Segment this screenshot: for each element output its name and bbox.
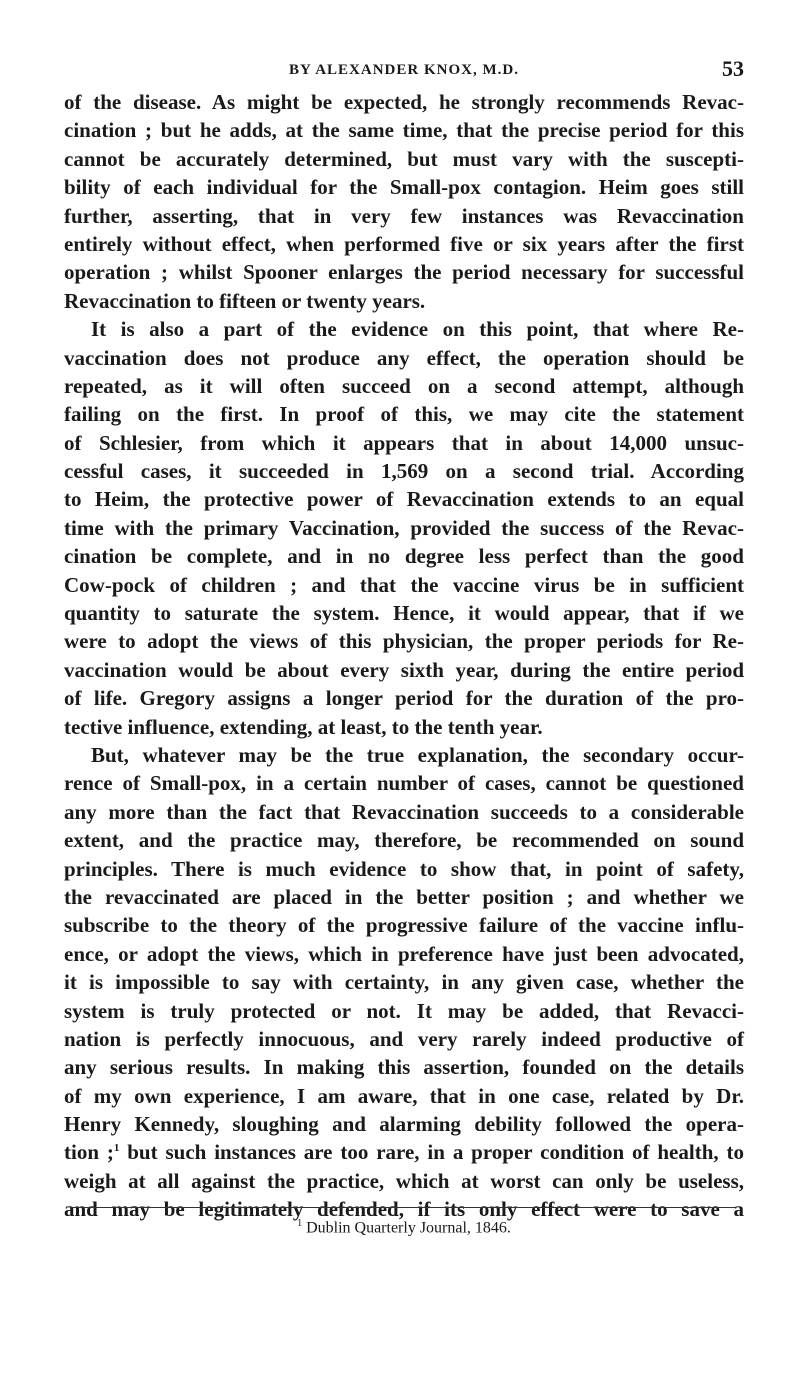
- text-line: quantity to saturate the system. Hence, it would appear, that if we: [64, 601, 744, 626]
- text-line: bility of each individual for the Small-pox contagion. Heim goes still: [64, 175, 744, 200]
- text-line: rence of Small-pox, in a certain number of cases, cannot be questioned: [64, 771, 744, 796]
- text-line: of Schlesier, from which it appears that in about 14,000 unsuc-: [64, 430, 744, 455]
- text-line: of life. Gregory assigns a longer period for the duration of the pro-: [64, 686, 744, 711]
- text-line-with-footnote: [64, 1138, 744, 1166]
- running-title: BY ALEXANDER KNOX, M.D.: [289, 62, 519, 78]
- text-line: failing on the first. In proof of this, we may cite the statement: [64, 402, 744, 427]
- text-line: vaccination would be about every sixth year, during the entire period: [64, 657, 744, 682]
- body-text: [64, 88, 744, 1224]
- text-line: Henry Kennedy, sloughing and alarming debility followed the opera-: [64, 1112, 744, 1137]
- text-line: It is also a part of the evidence on this point, that where Re-: [91, 317, 744, 342]
- text-line: it is impossible to say with certainty, in any given case, whether the: [64, 970, 744, 995]
- text-line: subscribe to the theory of the progressive failure of the vaccine influ-: [64, 913, 744, 938]
- text-line: were to adopt the views of this physician, the proper periods for Re-: [64, 629, 744, 654]
- text-fragment: tion ;: [64, 1140, 114, 1165]
- text-line: any serious results. In making this assertion, founded on the details: [64, 1055, 744, 1080]
- text-line: of the disease. As might be expected, he strongly recommends Revac-: [64, 90, 744, 114]
- text-line: time with the primary Vaccination, provided the success of the Revac-: [64, 515, 744, 540]
- text-line: to Heim, the protective power of Revaccination extends to an equal: [64, 487, 744, 512]
- text-line: principles. There is much evidence to show that, in point of safety,: [64, 856, 744, 881]
- footnote-marker: 1: [297, 1218, 303, 1229]
- footnote: [64, 1218, 744, 1237]
- text-line: ence, or adopt the views, which in preference have just been advocated,: [64, 941, 744, 966]
- text-line: and may be legitimately defended, if its only effect were to save a: [64, 1197, 744, 1222]
- text-line: entirely without effect, when performed five or six years after the first: [64, 231, 744, 256]
- text-line: extent, and the practice may, therefore, be recommended on sound: [64, 828, 744, 853]
- text-line: the revaccinated are placed in the better position ; and whether we: [64, 884, 744, 909]
- paragraph: [64, 741, 744, 1224]
- text-fragment: but such instances are too rare, in a proper condition of health, to: [119, 1140, 744, 1165]
- text-line: nation is perfectly innocuous, and very rarely indeed productive of: [64, 1026, 744, 1051]
- paragraph: [64, 88, 744, 315]
- text-line: But, whatever may be the true explanation, the secondary occur-: [91, 742, 744, 767]
- text-line: operation ; whilst Spooner enlarges the period necessary for successful: [64, 260, 744, 285]
- running-head: [64, 56, 744, 86]
- text-line: system is truly protected or not. It may be added, that Revacci-: [64, 998, 744, 1023]
- paragraph: [64, 315, 744, 741]
- text-line: any more than the fact that Revaccination succeeds to a considerable: [64, 799, 744, 824]
- text-line: of my own experience, I am aware, that in one case, related by Dr.: [64, 1083, 744, 1108]
- text-line: cannot be accurately determined, but must vary with the suscepti-: [64, 146, 744, 171]
- text-line: repeated, as it will often succeed on a second attempt, although: [64, 373, 744, 398]
- text-line: Cow-pock of children ; and that the vaccine virus be in sufficient: [64, 572, 744, 597]
- text-line: tective influence, extending, at least, to the tenth year.: [64, 714, 543, 739]
- footnote-reference: 1: [113, 1142, 120, 1155]
- footnote-text: Dublin Quarterly Journal, 1846.: [302, 1219, 511, 1237]
- text-line: further, asserting, that in very few instances was Revaccination: [64, 203, 744, 228]
- page-number: 53: [722, 56, 744, 81]
- text-line: Revaccination to fifteen or twenty years.: [64, 288, 426, 313]
- footnote-rule: [70, 1207, 736, 1208]
- text-line: cination ; but he adds, at the same time, that the precise period for this: [64, 118, 744, 143]
- text-line: cessful cases, it succeeded in 1,569 on a second trial. According: [64, 459, 744, 484]
- text-line: cination be complete, and in no degree less perfect than the good: [64, 544, 744, 569]
- text-line: vaccination does not produce any effect, the operation should be: [64, 345, 744, 370]
- text-line: weigh at all against the practice, which at worst can only be useless,: [64, 1168, 744, 1193]
